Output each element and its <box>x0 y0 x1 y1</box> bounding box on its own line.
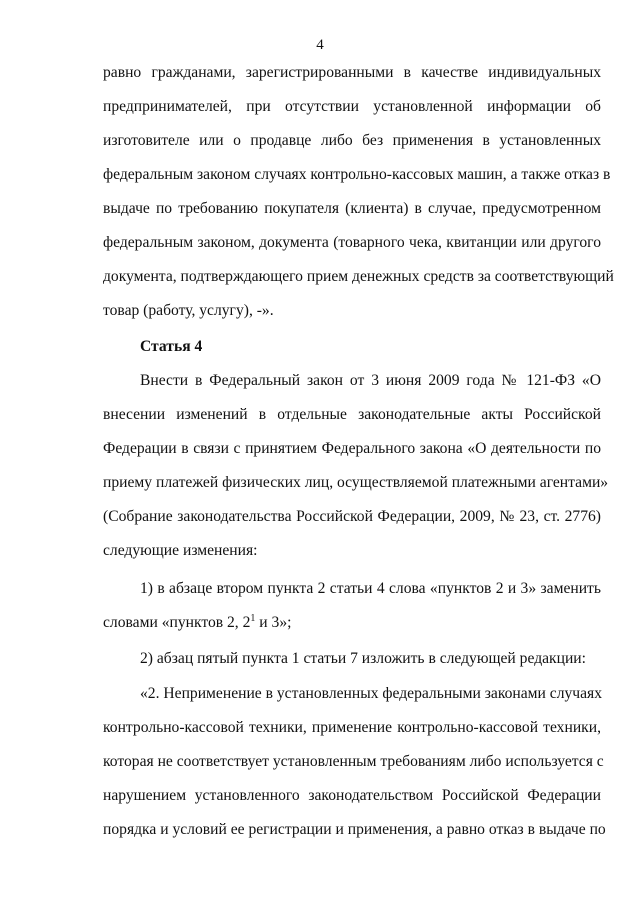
text-line: документа, подтверждающего прием денежных средств за соответствующий <box>103 268 614 285</box>
superscript: 1 <box>250 613 256 624</box>
paragraph-item-1 <box>103 572 601 640</box>
text-line: (Собрание законодательства Российской Федерации, 2009, № 23, ст. 2776) <box>103 508 601 525</box>
text-line: выдаче по требованию покупателя (клиента) в случае, предусмотренном <box>103 200 601 217</box>
paragraph-article-body <box>103 364 609 568</box>
paragraph-quote <box>103 677 606 847</box>
text-line: которая не соответствует установленным требованиям либо используется с <box>103 753 604 770</box>
text-line: 2) абзац пятый пункта 1 статьи 7 изложить в следующей редакции: <box>140 650 586 667</box>
text-line: Федерации в связи с принятием Федерального закона «О деятельности по <box>103 440 601 457</box>
text-line: 1) в абзаце втором пункта 2 статьи 4 слова «пунктов 2 и 3» заменить <box>140 580 601 597</box>
text-fragment: и 3»; <box>255 614 292 631</box>
text-line: товар (работу, услугу), -». <box>103 302 274 319</box>
text-line <box>103 606 601 640</box>
text-line: внесении изменений в отдельные законодательные акты Российской <box>103 406 601 423</box>
article-heading-block <box>103 330 601 364</box>
paragraph-item-2 <box>103 642 601 676</box>
text-line: изготовителе или о продавце либо без применения в установленных <box>103 132 601 149</box>
text-line: порядка и условий ее регистрации и применения, а равно отказ в выдаче по <box>103 821 606 838</box>
text-line: контрольно-кассовой техники, применение контрольно-кассовой техники, <box>103 719 601 736</box>
text-line: приему платежей физических лиц, осуществляемой платежными агентами» <box>103 474 609 491</box>
text-line: нарушением установленного законодательством Российской Федерации <box>103 787 601 804</box>
text-line: равно гражданами, зарегистрированными в качестве индивидуальных <box>103 64 601 81</box>
text-line: «2. Неприменение в установленных федеральными законами случаях <box>140 685 603 702</box>
page-number: 4 <box>316 37 324 53</box>
text-line: Внести в Федеральный закон от 3 июня 2009 года № 121-ФЗ «О <box>140 372 601 389</box>
text-fragment: словами «пунктов 2, 2 <box>103 614 251 631</box>
paragraph-continuation <box>103 56 614 328</box>
article-heading: Статья 4 <box>140 338 203 355</box>
text-line: федеральным законом случаях контрольно-кассовых машин, а также отказ в <box>103 166 611 183</box>
text-line: федеральным законом, документа (товарного чека, квитанции или другого <box>103 234 601 251</box>
text-line: предпринимателей, при отсутствии установленной информации об <box>103 98 601 115</box>
text-line: следующие изменения: <box>103 542 258 559</box>
